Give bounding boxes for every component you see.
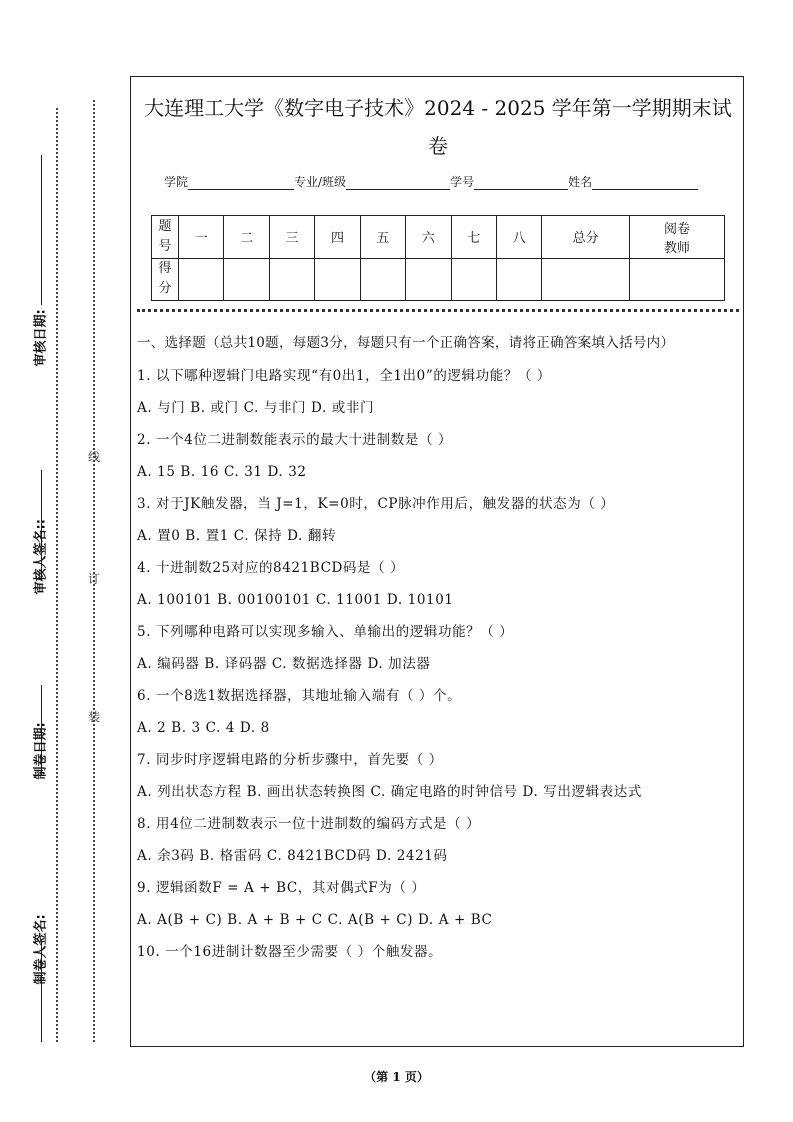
header-cell-3: 三 bbox=[269, 216, 314, 259]
score-cell-4[interactable] bbox=[315, 258, 360, 301]
score-cell-5[interactable] bbox=[360, 258, 405, 301]
question-section bbox=[137, 332, 737, 962]
grader-label: 阅卷 教师 bbox=[630, 216, 725, 259]
exam-title-continued: 卷 bbox=[428, 134, 448, 158]
reviewer-date-label: 审核日期: bbox=[33, 309, 49, 367]
question-5-options: A. 编码器 B. 译码器 C. 数据选择器 D. 加法器 bbox=[137, 656, 431, 672]
header-cell-6: 六 bbox=[406, 216, 451, 259]
score-table-score-row bbox=[152, 258, 725, 301]
binding-dotted-line-inner bbox=[56, 108, 58, 1042]
grader-cell[interactable] bbox=[630, 258, 725, 301]
question-7: 7. 同步时序逻辑电路的分析步骤中，首先要（ ） bbox=[137, 752, 443, 768]
question-4: 4. 十进制数25对应的8421BCD码是（ ） bbox=[137, 560, 405, 576]
exam-frame bbox=[130, 76, 744, 1047]
question-9: 9. 逻辑函数F = A + BC，其对偶式F为（ ） bbox=[137, 880, 426, 896]
student-info-row bbox=[164, 173, 698, 190]
score-cell-6[interactable] bbox=[406, 258, 451, 301]
page-number: （第 1 页） bbox=[364, 1070, 429, 1084]
section-title: 一、选择题（总共10题，每题3分，每题只有一个正确答案，请将正确答案填入括号内） bbox=[137, 335, 675, 351]
score-cell-total[interactable] bbox=[542, 258, 630, 301]
question-1-options: A. 与门 B. 或门 C. 与非门 D. 或非门 bbox=[137, 400, 375, 416]
header-cell-8: 八 bbox=[496, 216, 541, 259]
score-cell-8[interactable] bbox=[496, 258, 541, 301]
reviewer-sign-label: 审核人签名:: bbox=[33, 519, 49, 595]
question-2-options: A. 15 B. 16 C. 31 D. 32 bbox=[137, 464, 307, 480]
header-cell-total: 总分 bbox=[542, 216, 630, 259]
binding-char-ding: 订 bbox=[88, 572, 101, 586]
question-8: 8. 用4位二进制数表示一位十进制数的编码方式是（ ） bbox=[137, 816, 481, 832]
header-cell-5: 五 bbox=[360, 216, 405, 259]
score-cell-7[interactable] bbox=[451, 258, 496, 301]
name-label: 姓名 bbox=[568, 175, 593, 189]
header-cell-2: 二 bbox=[224, 216, 269, 259]
header-cell-7: 七 bbox=[451, 216, 496, 259]
maker-sign-label: 制卷人签名: bbox=[33, 914, 49, 985]
question-6-options: A. 2 B. 3 C. 4 D. 8 bbox=[137, 720, 270, 736]
score-label: 得 分 bbox=[152, 258, 179, 301]
question-1: 1. 以下哪种逻辑门电路实现“有0出1，全1出0”的逻辑功能？（ ） bbox=[137, 368, 552, 384]
score-cell-1[interactable] bbox=[179, 258, 224, 301]
question-8-options: A. 余3码 B. 格雷码 C. 8421BCD码 D. 2421码 bbox=[137, 848, 448, 864]
question-3-options: A. 置0 B. 置1 C. 保持 D. 翻转 bbox=[137, 528, 337, 544]
question-7-options: A. 列出状态方程 B. 画出状态转换图 C. 确定电路的时钟信号 D. 写出逻辑表达式 bbox=[137, 784, 642, 800]
dotted-separator bbox=[137, 309, 739, 312]
question-5: 5. 下列哪种电路可以实现多输入、单输出的逻辑功能？（ ） bbox=[137, 624, 514, 640]
question-10: 10. 一个16进制计数器至少需要（ ）个触发器。 bbox=[137, 944, 443, 960]
score-cell-3[interactable] bbox=[269, 258, 314, 301]
score-table bbox=[151, 215, 725, 301]
question-9-options: A. A(B + C) B. A + B + C C. A(B + C) D. A + BC bbox=[137, 912, 493, 928]
score-cell-2[interactable] bbox=[224, 258, 269, 301]
college-field[interactable] bbox=[188, 177, 294, 190]
header-cell-1: 一 bbox=[179, 216, 224, 259]
binding-char-zhuang: 装 bbox=[88, 710, 101, 724]
question-3: 3. 对于JK触发器，当 J=1，K=0时，CP脉冲作用后，触发器的状态为（ ） bbox=[137, 496, 615, 512]
question-number-label: 题 号 bbox=[152, 216, 179, 259]
college-label: 学院 bbox=[164, 175, 189, 189]
question-4-options: A. 100101 B. 00100101 C. 11001 D. 10101 bbox=[137, 592, 454, 608]
question-6: 6. 一个8选1数据选择器，其地址输入端有（ ）个。 bbox=[137, 688, 462, 704]
major-class-label: 专业/班级 bbox=[294, 175, 347, 189]
header-cell-4: 四 bbox=[315, 216, 360, 259]
reviewer-date-line bbox=[41, 155, 42, 305]
maker-date-label: 制卷日期: bbox=[33, 722, 49, 780]
name-field[interactable] bbox=[592, 177, 698, 190]
student-id-field[interactable] bbox=[474, 177, 568, 190]
question-2: 2. 一个4位二进制数能表示的最大十进制数是（ ） bbox=[137, 432, 453, 448]
score-table-header-row bbox=[152, 216, 725, 259]
student-id-label: 学号 bbox=[450, 175, 475, 189]
major-class-field[interactable] bbox=[346, 177, 450, 190]
exam-title: 大连理工大学《数字电子技术》2024 - 2025 学年第一学期期末试 bbox=[144, 96, 732, 120]
binding-char-xian: 线 bbox=[88, 450, 101, 464]
